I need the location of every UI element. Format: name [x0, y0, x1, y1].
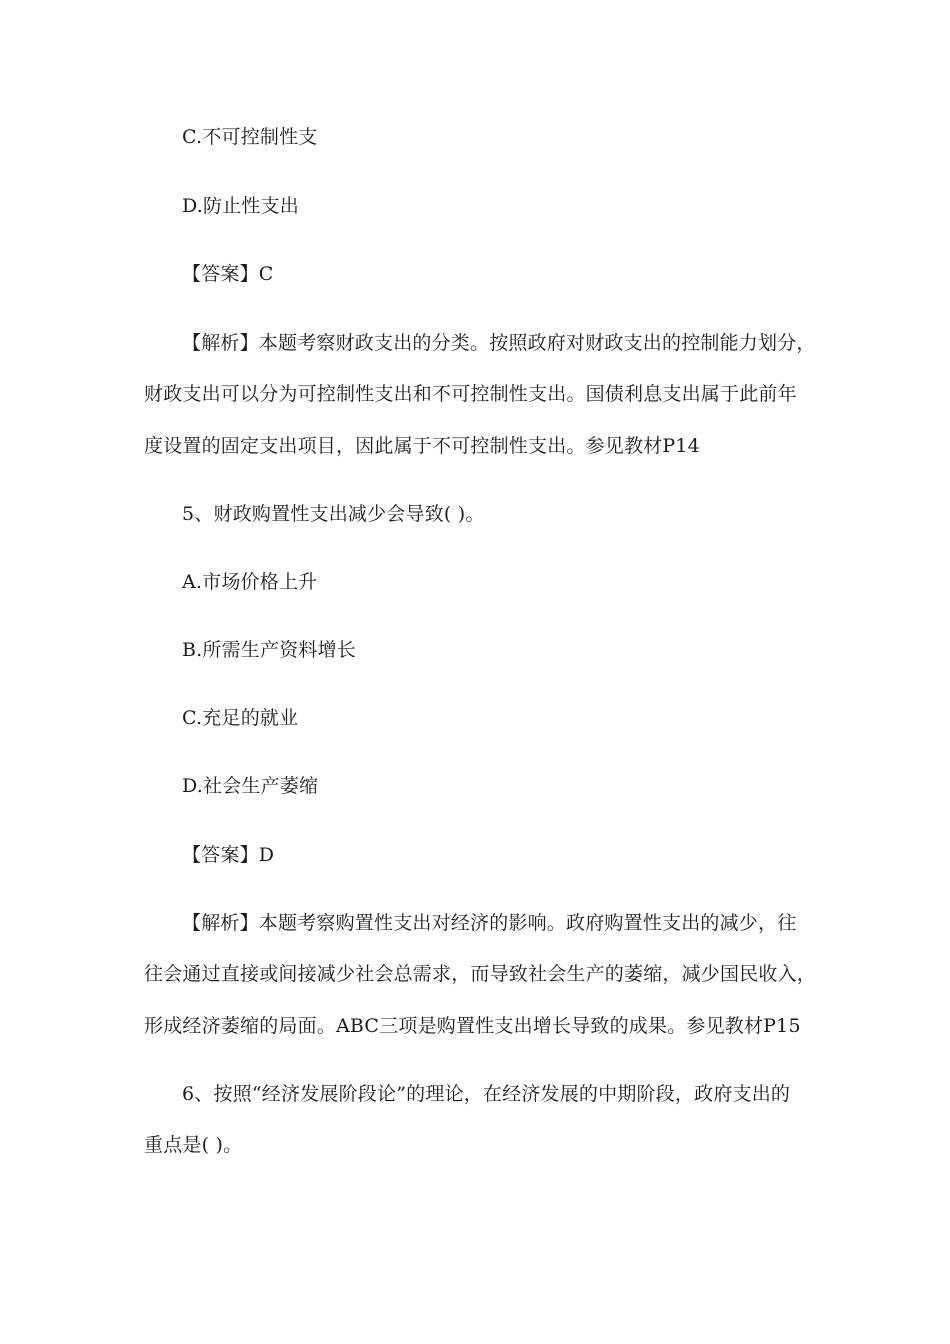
- q6-question-line-2: 重点是( )。: [144, 1134, 243, 1156]
- q5-option-a: A.市场价格上升: [182, 571, 318, 593]
- q5-answer: 【答案】D: [182, 844, 275, 866]
- q4-answer: 【答案】C: [182, 263, 274, 285]
- q5-analysis-line-1: 【解析】本题考察购置性支出对经济的影响。政府购置性支出的减少，往: [182, 912, 797, 934]
- q5-question: 5、财政购置性支出减少会导致( )。: [182, 503, 485, 525]
- q4-analysis-line-2: 财政支出可以分为可控制性支出和不可控制性支出。国债利息支出属于此前年: [144, 383, 797, 405]
- q4-option-d: D.防止性支出: [182, 195, 299, 217]
- q5-analysis-line-3: 形成经济萎缩的局面。ABC三项是购置性支出增长导致的成果。参见教材P15: [144, 1015, 801, 1037]
- q4-option-c: C.不可控制性支: [182, 126, 318, 148]
- q5-analysis-line-2: 往会通过直接或间接减少社会总需求，而导致社会生产的萎缩，减少国民收入，: [144, 963, 817, 985]
- q4-analysis-line-1: 【解析】本题考察财政支出的分类。按照政府对财政支出的控制能力划分，: [182, 332, 816, 354]
- q6-question-line-1: 6、按照“经济发展阶段论”的理论，在经济发展的中期阶段，政府支出的: [182, 1083, 791, 1105]
- q5-option-c: C.充足的就业: [182, 707, 299, 729]
- q4-analysis-line-3: 度设置的固定支出项目，因此属于不可控制性支出。参见教材P14: [144, 435, 700, 457]
- q5-option-d: D.社会生产萎缩: [182, 775, 319, 797]
- q5-option-b: B.所需生产资料增长: [182, 639, 357, 661]
